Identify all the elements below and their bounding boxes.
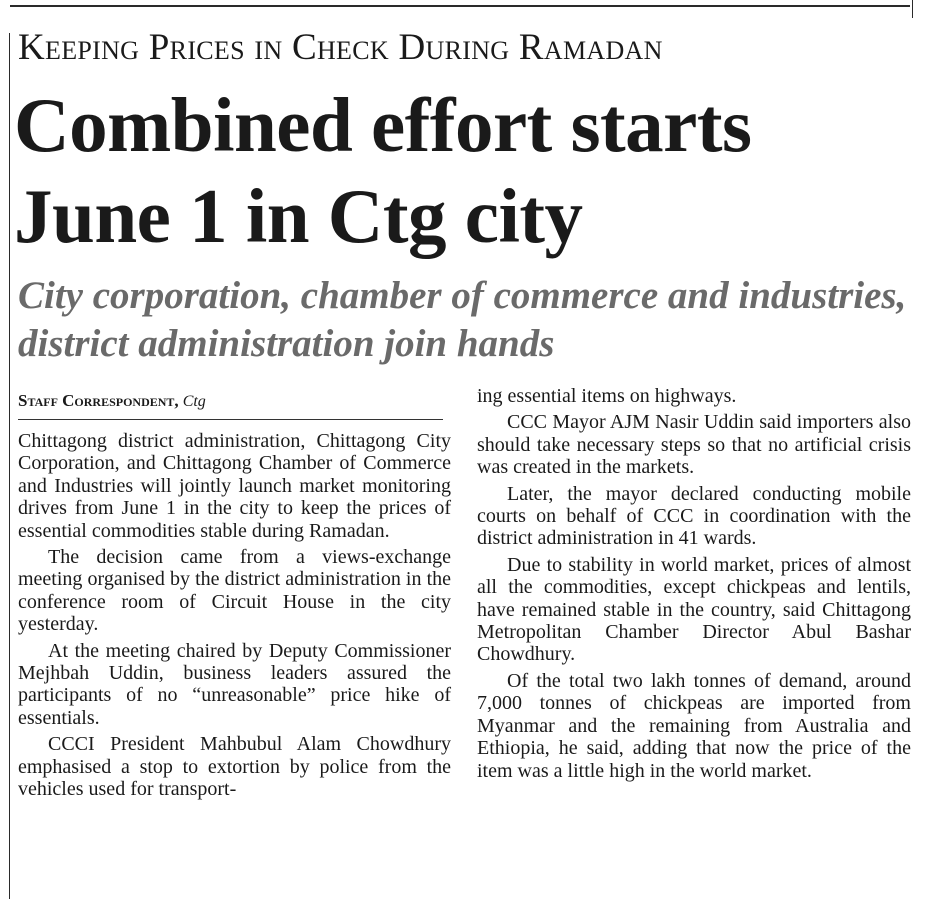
paragraph: At the meeting chaired by Deputy Commissioner Mejhbah Uddin, business leaders assured the participants of no “unreasonable” price hike of essentials. [18, 639, 451, 729]
paragraph: ing essential items on highways. [477, 385, 737, 407]
headline: Combined effort starts June 1 in Ctg city [14, 82, 752, 259]
paragraph: Later, the mayor declared conducting mobile courts on behalf of CCC in coordination with the district administration in 41 wards. [477, 482, 911, 550]
left-rule [9, 33, 10, 899]
article-column-right [477, 385, 911, 786]
kicker: Keeping Prices in Check During Ramadan [18, 27, 663, 68]
deck-subheadline: City corporation, chamber of commerce and industries, district administration join hands [18, 274, 907, 365]
paragraph: Due to stability in world market, prices of almost all the commodities, except chickpeas and lentils, have remained stable in the country, said Chittagong Metropolitan Chamber Director Abul Bashar Chowdhury. [477, 553, 911, 666]
byline-location: Ctg [182, 393, 206, 410]
top-rule [10, 5, 910, 7]
paragraph: Chittagong district administration, Chittagong City Corporation, and Chittagong Chamber of Commerce and Industries will jointly launch market monitoring drives from June 1 in the city to keep the prices of essential commodities stable during Ramadan. [18, 430, 451, 542]
paragraph: CCCI President Mahbubul Alam Chowdhury emphasised a stop to extortion by police from the vehicles used for transport- [18, 733, 451, 801]
byline-rule [18, 419, 443, 420]
byline [18, 391, 206, 412]
paragraph: CCC Mayor AJM Nasir Uddin said importers also should take necessary steps so that no artificial crisis was created in the markets. [477, 411, 911, 479]
byline-name: Staff Correspondent, [18, 391, 179, 410]
article-column-left [18, 430, 451, 805]
right-rule [912, 0, 913, 18]
paragraph: The decision came from a views-exchange meeting organised by the district administration in the conference room of Circuit House in the city yesterday. [18, 546, 451, 636]
paragraph: Of the total two lakh tonnes of demand, around 7,000 tonnes of chickpeas are imported from Myanmar and the remaining from Australia and Ethiopia, he said, adding that now the price of the item was a little high in the world market. [477, 669, 911, 782]
